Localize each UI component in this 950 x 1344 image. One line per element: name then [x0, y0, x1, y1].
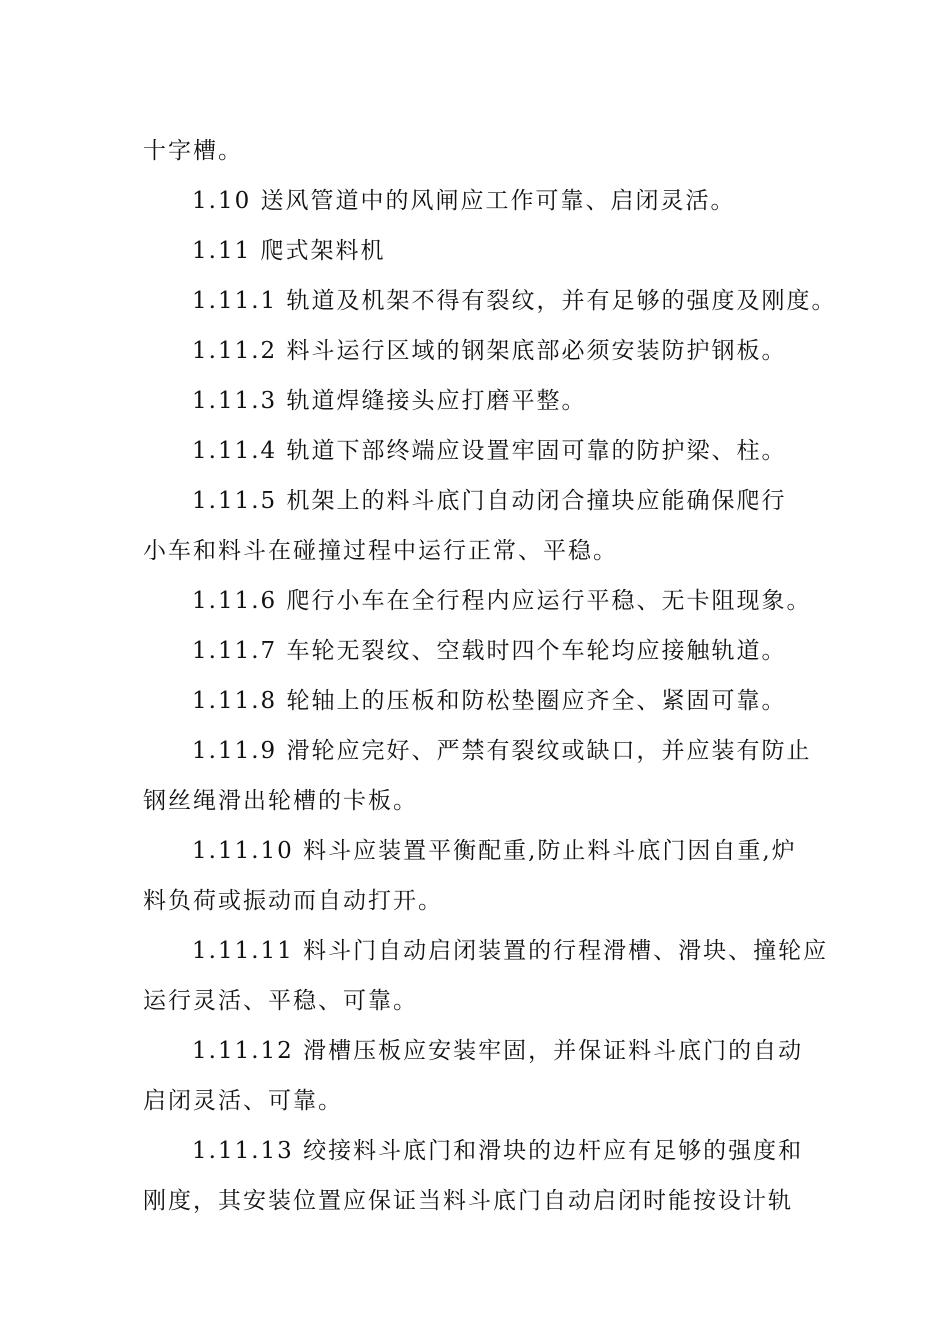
text-line: 钢丝绳滑出轮槽的卡板。: [143, 788, 418, 814]
text-line: 1.11.10 料斗应装置平衡配重,防止料斗底门因自重,炉: [192, 838, 797, 864]
text-line: 1.11.8 轮轴上的压板和防松垫圈应齐全、紧固可靠。: [192, 688, 787, 714]
text-line: 1.11.9 滑轮应完好、严禁有裂纹或缺口，并应装有防止: [192, 738, 812, 764]
text-line: 十字槽。: [143, 138, 243, 164]
text-line: 料负荷或振动而自动打开。: [143, 888, 443, 914]
text-line: 1.11.13 绞接料斗底门和滑块的边杆应有足够的强度和: [192, 1138, 804, 1164]
text-line: 运行灵活、平稳、可靠。: [143, 988, 418, 1014]
text-line: 1.11.11 料斗门自动启闭装置的行程滑槽、滑块、撞轮应: [192, 938, 829, 964]
text-line: 1.11.4 轨道下部终端应设置牢固可靠的防护梁、柱。: [192, 438, 787, 464]
text-line: 1.11.6 爬行小车在全行程内应运行平稳、无卡阻现象。: [192, 588, 812, 614]
text-line: 1.11.3 轨道焊缝接头应打磨平整。: [192, 388, 587, 414]
section-heading: 1.11 爬式架料机: [192, 238, 386, 264]
text-line: 1.11.7 车轮无裂纹、空载时四个车轮均应接触轨道。: [192, 638, 787, 664]
text-line: 小车和料斗在碰撞过程中运行正常、平稳。: [143, 538, 618, 564]
text-line: 1.11.2 料斗运行区域的钢架底部必须安装防护钢板。: [192, 338, 787, 364]
text-line: 1.11.5 机架上的料斗底门自动闭合撞块应能确保爬行: [192, 488, 787, 514]
text-line: 1.11.12 滑槽压板应安装牢固，并保证料斗底门的自动: [192, 1038, 804, 1064]
text-line: 1.11.1 轨道及机架不得有裂纹，并有足够的强度及刚度。: [192, 288, 837, 314]
text-line: 刚度，其安装位置应保证当料斗底门自动启闭时能按设计轨: [143, 1188, 793, 1214]
text-line: 启闭灵活、可靠。: [143, 1088, 343, 1114]
text-line: 1.10 送风管道中的风闸应工作可靠、启闭灵活。: [192, 188, 736, 214]
